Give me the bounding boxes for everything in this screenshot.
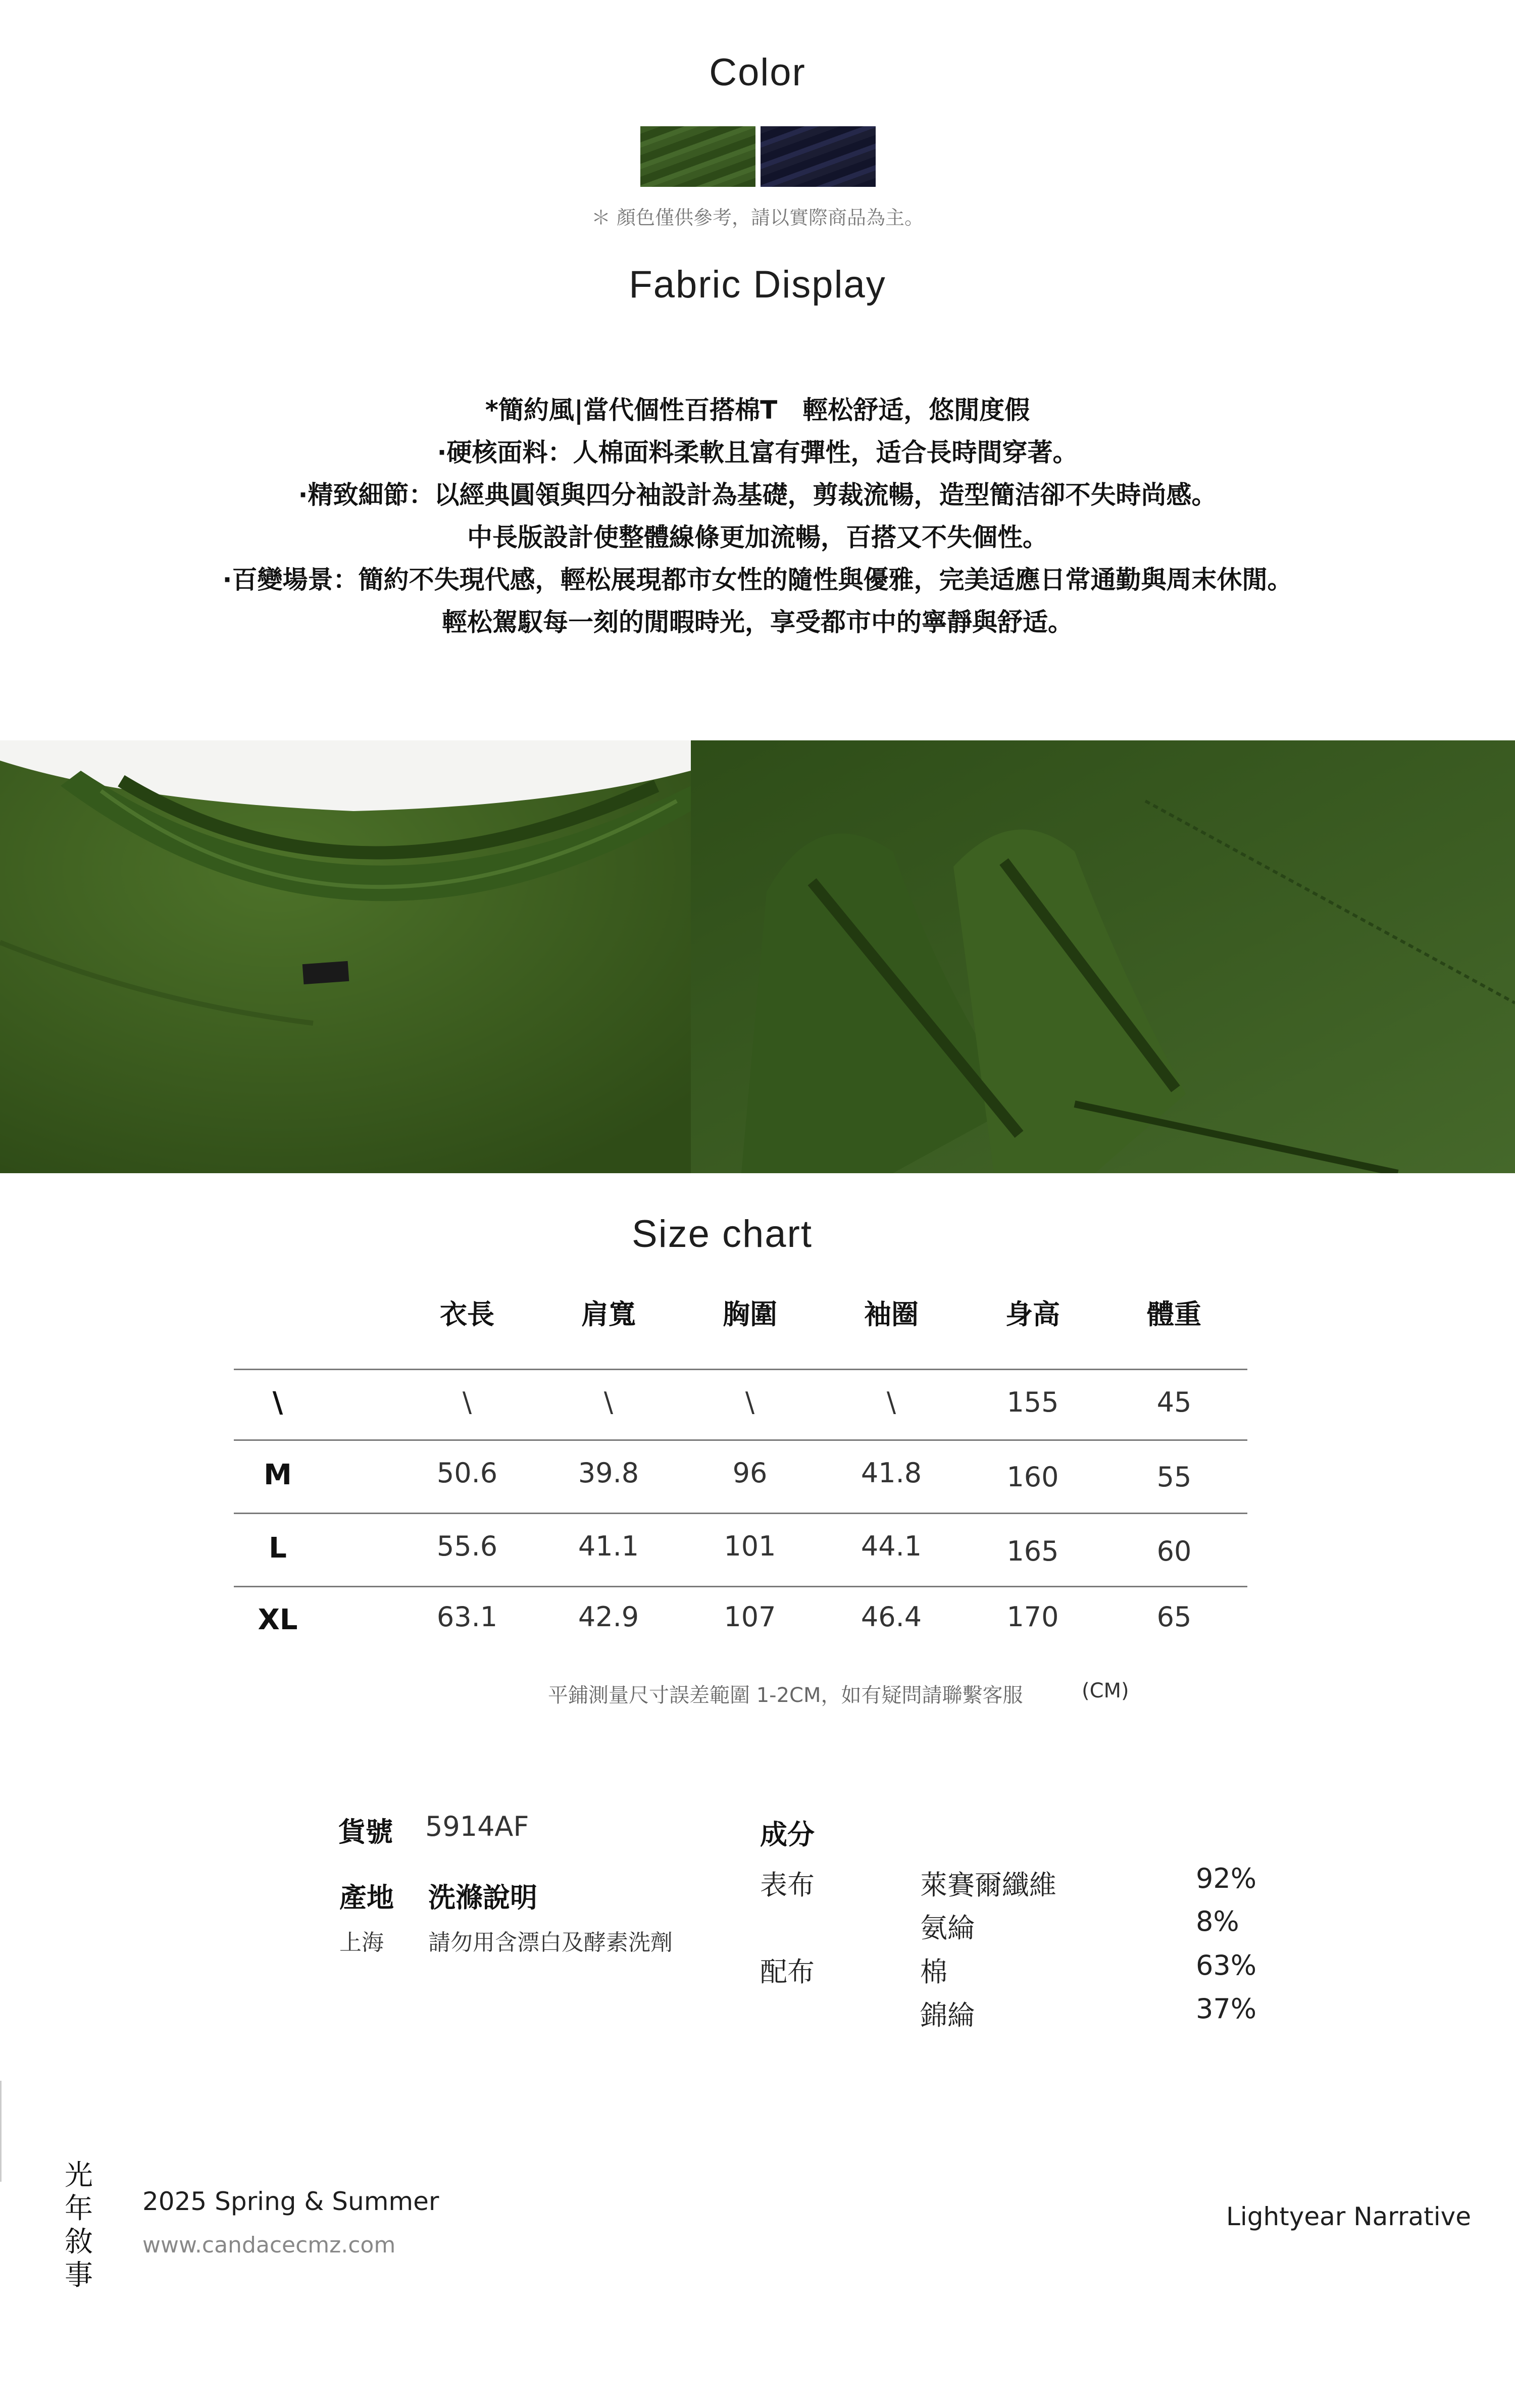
size-chart-title: Size chart <box>632 1213 813 1256</box>
table-cell: \ <box>886 1386 896 1418</box>
desc-line: ·精致細節：以經典圓領與四分袖設計為基礎，剪裁流暢，造型簡洁卻不失時尚感。 <box>298 480 1217 510</box>
table-cell: 63.1 <box>436 1601 498 1633</box>
website-link[interactable]: www.candacecmz.com <box>142 2232 396 2258</box>
header-height: 身高 <box>1005 1298 1060 1330</box>
composition-percent: 63% <box>1196 1949 1257 1981</box>
table-cell: \ <box>603 1386 614 1418</box>
composition-percent: 8% <box>1196 1905 1239 1937</box>
desc-line: ·百變場景：簡約不失現代感，輕松展現都市女性的隨性與優雅，完美适應日常通勤與周末休閒。 <box>222 565 1293 594</box>
green-swatch[interactable] <box>640 126 755 187</box>
brand-char: 年 <box>65 2192 93 2225</box>
table-cell: \ <box>462 1386 472 1418</box>
table-cell: 155 <box>1006 1386 1059 1418</box>
table-cell: 39.8 <box>578 1457 639 1489</box>
desc-line: ·硬核面料：人棉面料柔軟且富有彈性，适合長時間穿著。 <box>437 438 1078 467</box>
table-cell: \ <box>745 1386 755 1418</box>
table-cell: 46.4 <box>861 1601 922 1633</box>
composition-material: 萊賽爾纖維 <box>920 1869 1056 1901</box>
brand-vertical <box>65 2159 97 2292</box>
origin-label: 產地 <box>339 1882 394 1914</box>
color-title: Color <box>709 51 806 94</box>
desc-line: 中長版設計使整體線條更加流暢，百搭又不失個性。 <box>467 523 1048 552</box>
sku-value: 5914AF <box>425 1811 529 1842</box>
composition-percent: 37% <box>1196 1993 1257 2025</box>
origin-value: 上海 <box>339 1930 384 1955</box>
composition-part: 表布 <box>760 1869 815 1901</box>
header-shoulder: 肩寬 <box>581 1298 636 1330</box>
table-cell: 60 <box>1156 1535 1192 1567</box>
header-armhole: 袖圈 <box>864 1298 919 1330</box>
table-cell: 107 <box>724 1601 776 1633</box>
composition-material: 棉 <box>920 1956 947 1988</box>
composition-material: 氨綸 <box>920 1912 975 1944</box>
table-cell: 41.8 <box>861 1457 922 1489</box>
table-cell: 170 <box>1006 1601 1059 1633</box>
hem-photo <box>691 740 1515 1173</box>
table-cell: 44.1 <box>861 1530 922 1562</box>
table-divider <box>234 1369 1247 1370</box>
brand-char: 事 <box>65 2259 93 2292</box>
table-cell: 45 <box>1156 1386 1192 1418</box>
table-cell: 41.1 <box>578 1530 639 1562</box>
table-divider <box>234 1439 1247 1441</box>
brand-char: 敘 <box>65 2226 93 2259</box>
fabric-description <box>0 389 1515 643</box>
sku-label: 貨號 <box>338 1816 393 1848</box>
composition-part: 配布 <box>760 1956 815 1988</box>
composition-label: 成分 <box>760 1819 815 1850</box>
size-label: M <box>264 1459 292 1491</box>
edge-line <box>0 2081 2 2182</box>
table-cell: 165 <box>1006 1535 1059 1567</box>
table-cell: 65 <box>1156 1601 1192 1633</box>
header-length: 衣長 <box>440 1298 494 1330</box>
table-cell: 50.6 <box>436 1457 498 1489</box>
desc-line: 輕松駕馭每一刻的閒暇時光，享受都市中的寧靜與舒适。 <box>442 608 1073 637</box>
table-cell: 160 <box>1006 1461 1059 1493</box>
brand-name: Lightyear Narrative <box>1226 2202 1471 2231</box>
table-cell: 96 <box>732 1457 768 1489</box>
size-label: \ <box>272 1386 283 1419</box>
brand-char: 光 <box>65 2159 93 2192</box>
size-label: XL <box>258 1603 298 1636</box>
table-cell: 42.9 <box>578 1601 639 1633</box>
table-cell: 55 <box>1156 1461 1192 1493</box>
composition-percent: 92% <box>1196 1863 1257 1894</box>
header-bust: 胸圍 <box>723 1298 777 1330</box>
fabric-title: Fabric Display <box>629 263 886 306</box>
table-cell: 101 <box>724 1530 776 1562</box>
table-cell: 55.6 <box>436 1530 498 1562</box>
color-note: ＊ 顏色僅供參考，請以實際商品為主。 <box>591 207 924 229</box>
composition-material: 錦綸 <box>920 1999 975 2031</box>
size-label: L <box>269 1532 287 1565</box>
care-label: 洗滌說明 <box>428 1882 537 1914</box>
care-value: 請勿用含漂白及酵素洗劑 <box>428 1930 673 1955</box>
unit-label: (CM) <box>1082 1679 1129 1702</box>
navy-swatch[interactable] <box>761 126 876 187</box>
table-divider <box>234 1586 1247 1587</box>
table-divider <box>234 1513 1247 1514</box>
season-text: 2025 Spring & Summer <box>142 2187 439 2216</box>
measurement-note: 平鋪測量尺寸誤差範圍 1-2CM，如有疑問請聯繫客服 <box>548 1684 1023 1707</box>
header-weight: 體重 <box>1147 1298 1201 1330</box>
collar-photo <box>0 740 691 1173</box>
desc-line: *簡約風|當代個性百搭棉T 輕松舒适，悠閒度假 <box>485 395 1030 425</box>
